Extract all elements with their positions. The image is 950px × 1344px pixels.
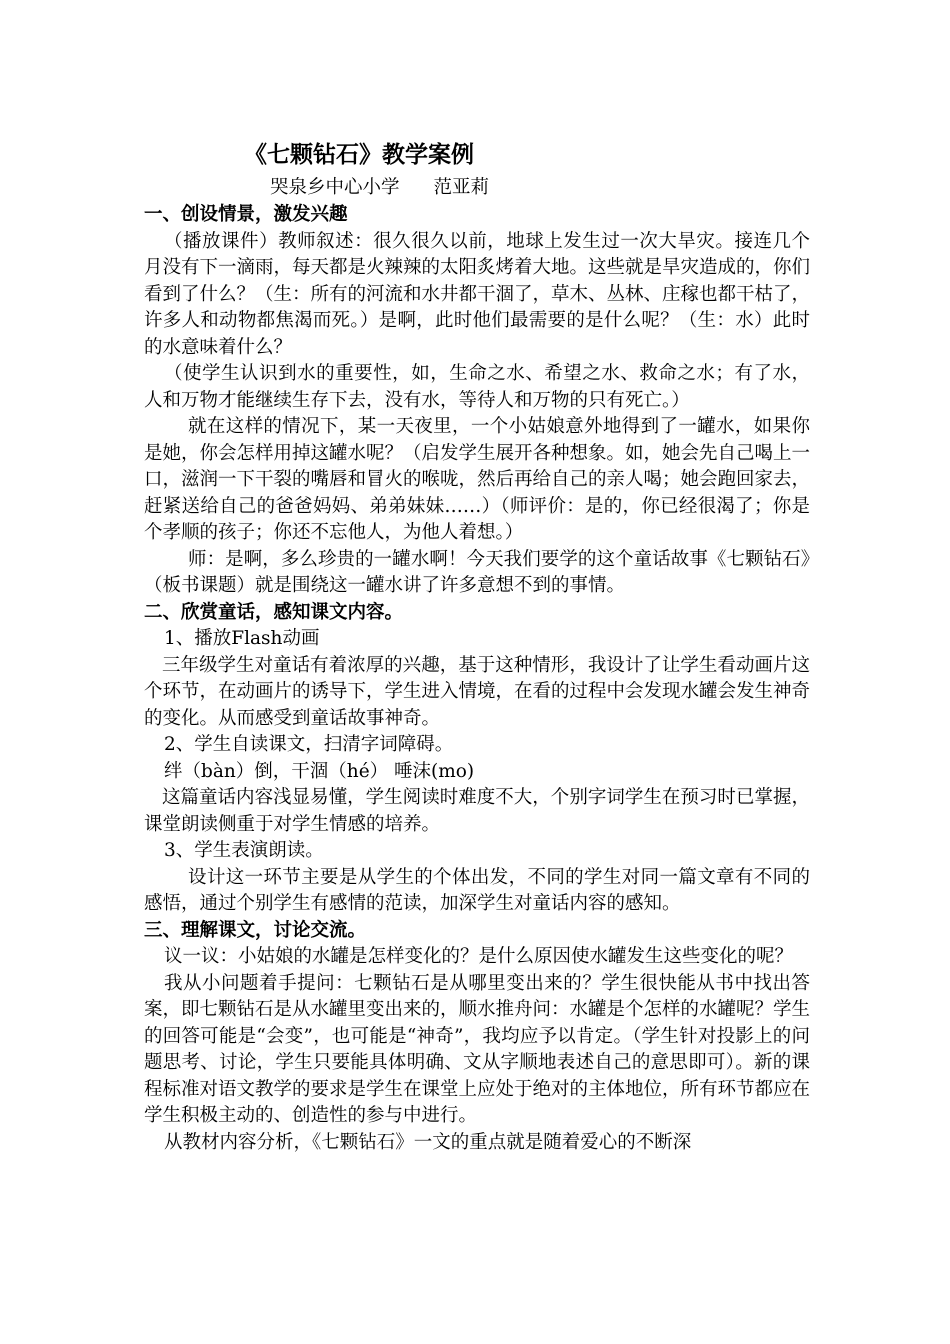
paragraph: 师：是啊，多么珍贵的一罐水啊！今天我们要学的这个童话故事《七颗钻石》（板书课题）就是围绕这一罐水讲了许多意想不到的事情。 [144, 548, 810, 596]
author-name: 范亚莉 [433, 177, 490, 198]
section-heading-2: 二、欣赏童话，感知课文内容。 [144, 601, 404, 623]
vocabulary-line: 绊（bàn）倒，干涸（hé） 唾沫(mo) [164, 760, 475, 782]
list-item: 1、播放Flash动画 [164, 628, 320, 649]
paragraph: 这篇童话内容浅显易懂，学生阅读时难度不大，个别字词学生在预习时已掌握，课堂朗读侧重于对学生情感的培养。 [144, 787, 810, 835]
document-page [144, 130, 810, 1156]
document-title: 《七颗钻石》教学案例 [244, 142, 474, 168]
section-heading-1: 一、创设情景，激发兴趣 [144, 204, 348, 225]
paragraph: （播放课件）教师叙述：很久很久以前，地球上发生过一次大旱灾。接连几个月没有下一滴雨，每天都是火辣辣的太阳炙烤着大地。这些就是旱灾造成的，你们看到了什么？（生：所有的河流和水井都干涸了，草木、丛林、庄稼也都干枯了，许多人和动物都焦渴而死。）是啊，此时他们最需要的是什么呢？（生：水）此时的水意味着什么？ [144, 230, 811, 358]
section-heading-3: 三、理解课文，讨论交流。 [144, 919, 367, 941]
list-item: 2、学生自读课文，扫清字词障碍。 [164, 734, 454, 755]
paragraph: 就在这样的情况下，某一天夜里，一个小姑娘意外地得到了一罐水，如果你是她，你会怎样用掉这罐水呢？（启发学生展开各种想象。如，她会先自己喝上一口，滋润一下干裂的嘴唇和冒火的喉咙，然后再给自己的亲人喝；她会跑回家去，赶紧送给自己的爸爸妈妈、弟弟妹妹……）（师评价：是的，你已经很渴了；你是个孝顺的孩子；你还不忘他人，为他人着想。） [144, 416, 811, 543]
paragraph: 我从小问题着手提问：七颗钻石是从哪里变出来的？学生很快能从书中找出答案，即七颗钻石是从水罐里变出来的，顺水推舟问：水罐是个怎样的水罐呢？学生的回答可能是“会变”，也可能是“神奇”，我均应予以肯定。（学生针对投影上的问题思考、讨论，学生只要能具体明确、文从字顺地表述自己的意思即可）。新的课程标准对语文教学的要求是学生在课堂上应处于绝对的主体地位，所有环节都应在学生积极主动的、创造性的参与中进行。 [144, 972, 811, 1126]
paragraph: 从教材内容分析，《七颗钻石》一文的重点就是随着爱心的不断深 [164, 1131, 692, 1153]
list-item: 3、学生表演朗读。 [164, 840, 324, 861]
paragraph: 议一议：小姑娘的水罐是怎样变化的？是什么原因使水罐发生这些变化的呢？ [164, 946, 794, 967]
school-name: 哭泉乡中心小学 [270, 177, 400, 198]
paragraph: （使学生认识到水的重要性，如，生命之水、希望之水、救命之水；有了水，人和万物才能继续生存下去，没有水，等待人和万物的只有死亡。） [144, 363, 810, 411]
paragraph: 三年级学生对童话有着浓厚的兴趣，基于这种情形，我设计了让学生看动画片这个环节，在动画片的诱导下，学生进入情境，在看的过程中会发现水罐会发生神奇的变化。从而感受到童话故事神奇。 [144, 654, 811, 729]
author-line [270, 174, 810, 202]
paragraph: 设计这一环节主要是从学生的个体出发，不同的学生对同一篇文章有不同的感悟，通过个别学生有感情的范读，加深学生对童话内容的感知。 [144, 866, 810, 914]
